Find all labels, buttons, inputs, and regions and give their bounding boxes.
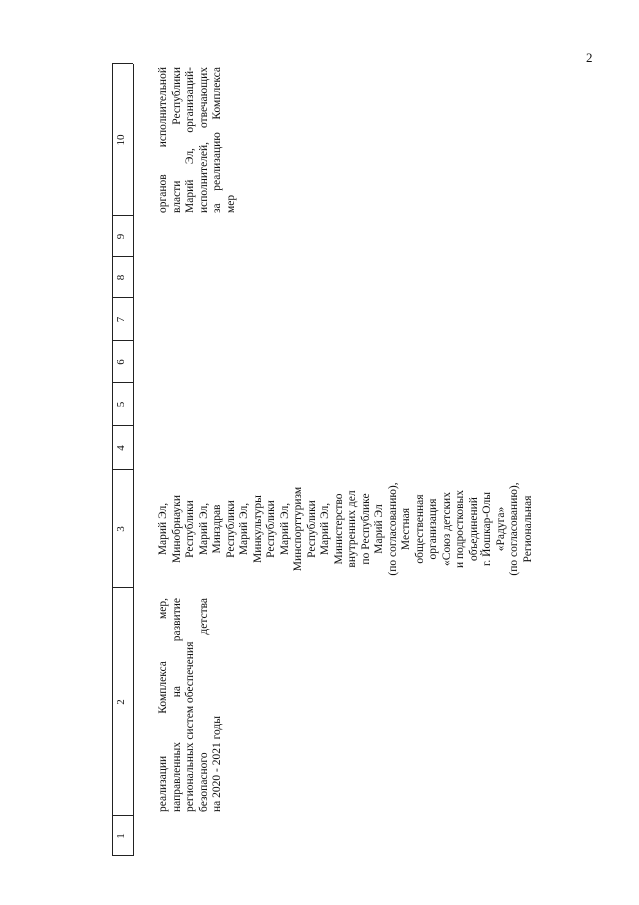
text-line: реализации Комплекса мер,: [157, 598, 169, 812]
column-number: 8: [115, 274, 127, 281]
text-line: органов исполнительной: [157, 67, 169, 213]
measure-title-cell: [157, 598, 225, 812]
text-line: исполнителей, отвечающих: [197, 67, 210, 213]
text-line: на 2020 - 2021 годы: [211, 715, 224, 812]
rotated-page: [112, 64, 612, 856]
column-number: 9: [115, 233, 127, 240]
executors-cell: Марий Эл, Минобрнауки Республики Марий Эл, Минздрав Республики Марий Эл, Минкультуры Республики Марий Эл, Минспорттуризм Республики Марий Эл, Министерство внутренних дел по Республике Марий Эл (по согласованию), Местная общественная организация «Союз детских и подростковых объединений г. Йошкар-Олы «Радуга» (по согласованию), Региональная: [157, 482, 534, 576]
column-number: 3: [115, 526, 127, 532]
column-number: 6: [115, 359, 127, 365]
text-line: Марий Эл, организаций-: [184, 67, 197, 213]
header-bottom-border: [133, 64, 134, 856]
column-number: 10: [115, 134, 127, 146]
text-line: безопасного детства: [197, 598, 210, 812]
text-line: за реализацию Комплекса: [211, 67, 224, 213]
text-line: направленных на развитие: [170, 598, 183, 812]
text-line: мер: [224, 194, 237, 213]
responsible-cell: [157, 67, 239, 213]
text-line: власти Республики: [170, 67, 183, 213]
column-number: 2: [115, 699, 127, 705]
column-number: 4: [115, 445, 127, 451]
text-line: региональных систем обеспечения: [184, 641, 197, 812]
column-number: 7: [115, 316, 127, 323]
page-number: 2: [586, 50, 593, 65]
column-number: 5: [115, 401, 127, 408]
table-top-border: [112, 64, 113, 856]
measures-table: [112, 64, 612, 856]
column-number: 1: [115, 833, 127, 839]
